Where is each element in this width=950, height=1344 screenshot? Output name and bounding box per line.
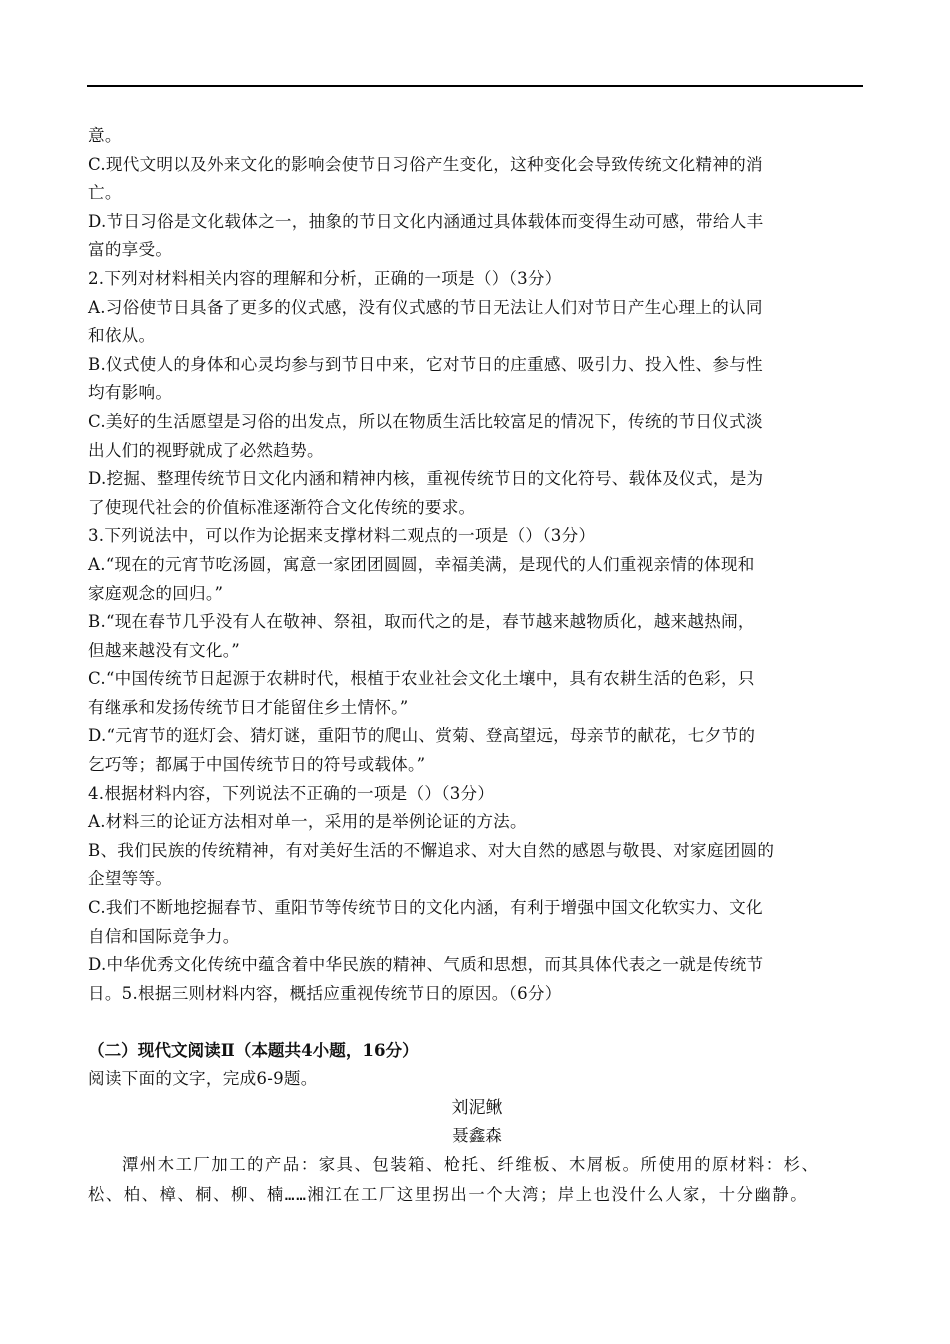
text-line: D.“元宵节的逛灯会、猜灯谜，重阳节的爬山、赏菊、登高望远，母亲节的献花，七夕节的 bbox=[88, 726, 756, 746]
instruction-text: 阅读下面的文字，完成6-9题。 bbox=[88, 1069, 318, 1088]
text-line: 意。 bbox=[88, 126, 122, 145]
text-line: C.美好的生活愿望是习俗的出发点，所以在物质生活比较富足的情况下，传统的节日仪式淡 bbox=[88, 411, 763, 431]
essay-paragraph-line: 松、柏、樟、桐、柳、楠……湘江在工厂这里拐出一个大湾；岸上也没什么人家，十分幽静。 bbox=[88, 1184, 809, 1204]
text-line: C.现代文明以及外来文化的影响会使节日习俗产生变化，这种变化会导致传统文化精神的消 bbox=[88, 154, 763, 174]
text-line: 均有影响。 bbox=[88, 383, 173, 403]
header-rule bbox=[87, 85, 863, 87]
essay-author: 聂鑫森 bbox=[452, 1125, 502, 1145]
essay-title: 刘泥鳅 bbox=[451, 1097, 503, 1118]
text-line: 有继承和发扬传统节日才能留住乡土情怀。” bbox=[88, 697, 409, 717]
text-line: 但越来越没有文化。” bbox=[88, 640, 241, 660]
spacer bbox=[88, 1008, 866, 1036]
text-line: B.“现在春节几乎没有人在敬神、祭祖，取而代之的是，春节越来越物质化，越来越热闹， bbox=[88, 612, 755, 632]
text-line: B、我们民族的传统精神，有对美好生活的不懈追求、对大自然的感恩与敬畏、对家庭团圆的 bbox=[88, 840, 775, 860]
question-2-stem: 2.下列对材料相关内容的理解和分析，正确的一项是（）（3分） bbox=[88, 268, 562, 288]
question-4-stem: 4.根据材料内容，下列说法不正确的一项是（）（3分） bbox=[88, 783, 495, 803]
section-heading: （二）现代文阅读Ⅱ（本题共4小题，16分） bbox=[88, 1040, 419, 1061]
text-line: 乞巧等；都属于中国传统节日的符号或载体。” bbox=[88, 755, 426, 775]
text-line: 出人们的视野就成了必然趋势。 bbox=[88, 440, 324, 460]
text-line: A.材料三的论证方法相对单一，采用的是举例论证的方法。 bbox=[88, 812, 527, 832]
question-3-stem: 3.下列说法中，可以作为论据来支撑材料二观点的一项是（）（3分） bbox=[88, 526, 596, 546]
essay-paragraph-line: 潭州木工厂加工的产品：家具、包装箱、枪托、纤维板、木屑板。所使用的原材料：杉、 bbox=[122, 1154, 820, 1174]
text-line: A.“现在的元宵节吃汤圆，寓意一家团团圆圆，幸福美满，是现代的人们重视亲情的体现和 bbox=[88, 554, 755, 574]
text-line: 自信和国际竞争力。 bbox=[88, 926, 240, 946]
text-line: 企望等等。 bbox=[88, 869, 173, 889]
text-line: 和依从。 bbox=[88, 326, 156, 346]
text-line: A.习俗使节日具备了更多的仪式感，没有仪式感的节日无法让人们对节日产生心理上的认同 bbox=[88, 297, 763, 317]
text-line: 了使现代社会的价值标准逐渐符合文化传统的要求。 bbox=[88, 497, 476, 517]
text-line: C.我们不断地挖掘春节、重阳节等传统节日的文化内涵，有利于增强中国文化软实力、文化 bbox=[88, 898, 763, 918]
text-line: D.挖掘、整理传统节日文化内涵和精神内核，重视传统节日的文化符号、载体及仪式，是为 bbox=[88, 469, 764, 489]
page-content bbox=[88, 122, 866, 1210]
text-line: C.“中国传统节日起源于农耕时代，根植于农业社会文化土壤中，具有农耕生活的色彩，只 bbox=[88, 669, 755, 689]
text-line: B.仪式使人的身体和心灵均参与到节日中来，它对节日的庄重感、吸引力、投入性、参与性 bbox=[88, 354, 763, 374]
text-line: 日。5.根据三则材料内容，概括应重视传统节日的原因。（6分） bbox=[88, 983, 562, 1003]
text-line: D.节日习俗是文化载体之一，抽象的节日文化内涵通过具体载体而变得生动可感，带给人丰 bbox=[88, 211, 764, 231]
text-line: 亡。 bbox=[88, 183, 122, 203]
text-line: 富的享受。 bbox=[88, 240, 173, 260]
text-line: D.中华优秀文化传统中蕴含着中华民族的精神、气质和思想，而其具体代表之一就是传统节 bbox=[88, 955, 764, 975]
text-line: 家庭观念的回归。” bbox=[88, 583, 224, 603]
